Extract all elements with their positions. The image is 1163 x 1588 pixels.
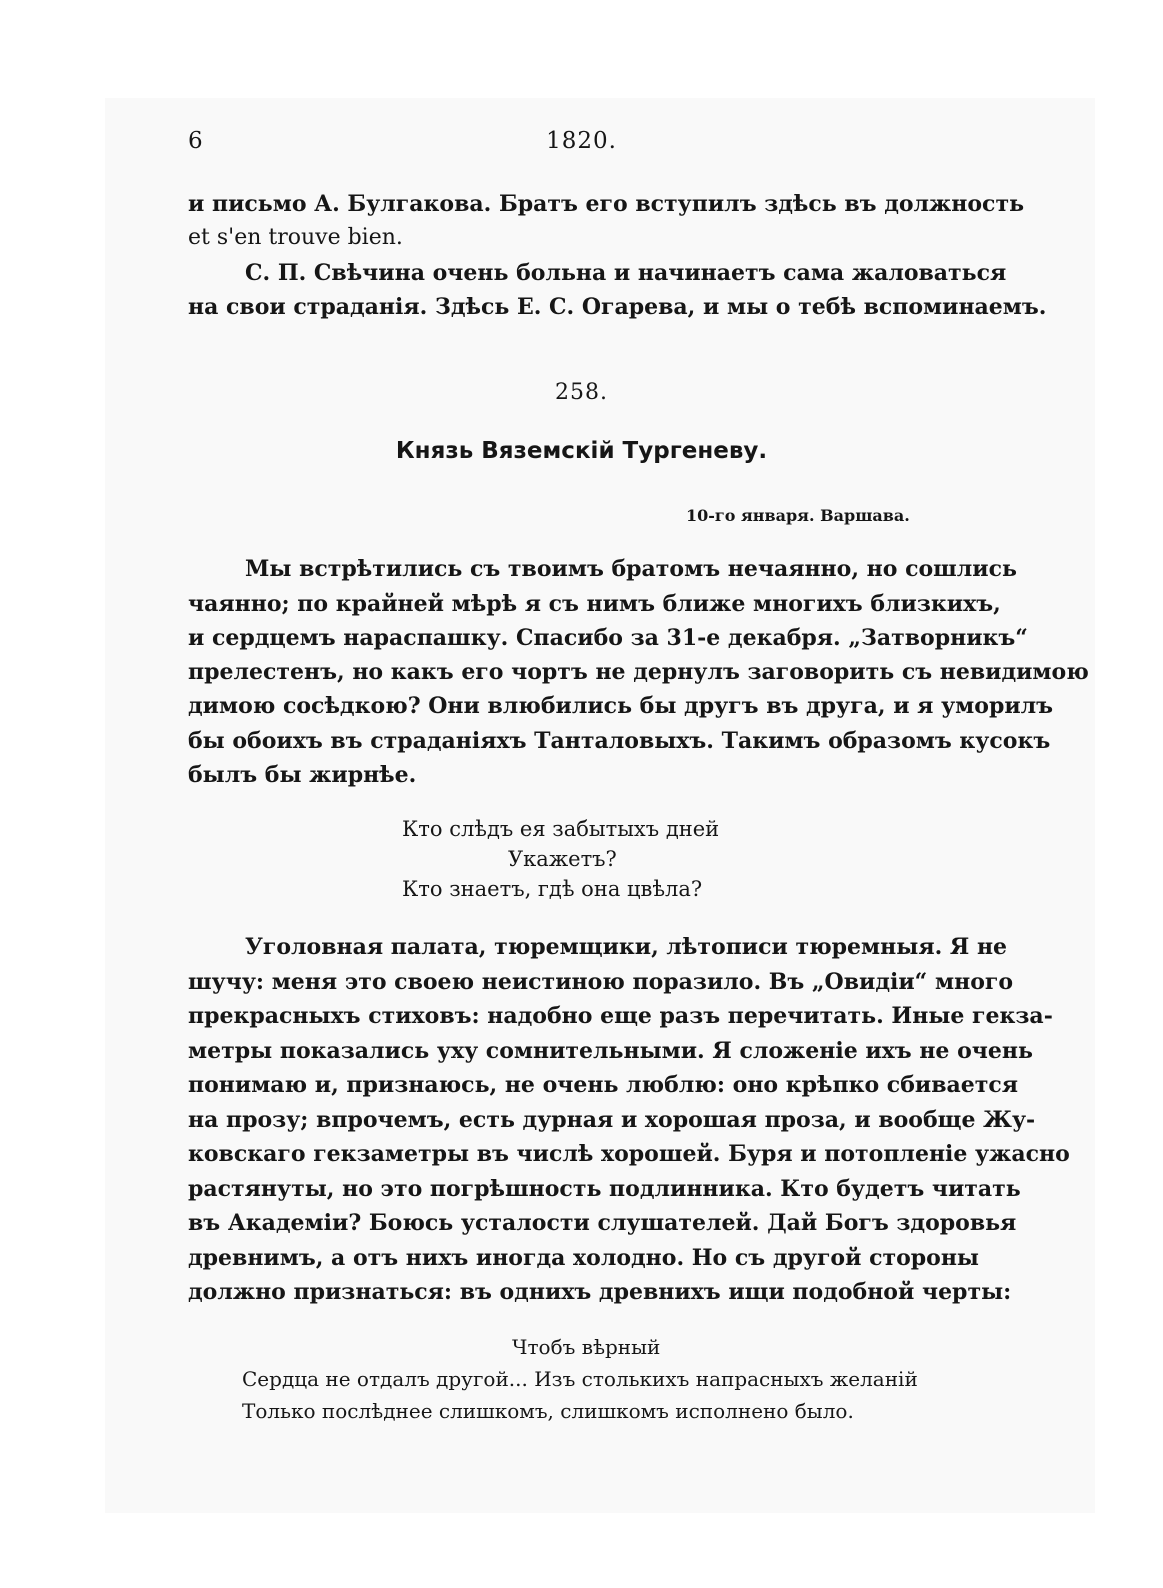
text-line: ковскаго гекзаметры въ числѣ хорошей. Буря и потопленіе ужасно bbox=[188, 1141, 1070, 1167]
text-line: шучу: меня это своею неистиною поразило. Въ „Овидіи“ много bbox=[188, 969, 1014, 995]
text-line: чаянно; по крайней мѣрѣ я съ нимъ ближе многихъ близкихъ, bbox=[188, 591, 1001, 617]
text-line: растянуты, но это погрѣшность подлинника. Кто будетъ читать bbox=[188, 1176, 1021, 1202]
text-line: бы обоихъ въ страданіяхъ Танталовыхъ. Такимъ образомъ кусокъ bbox=[188, 728, 1051, 754]
text-line: прекрасныхъ стиховъ: надобно еще разъ перечитать. Иные гекза- bbox=[188, 1003, 1053, 1029]
text-line: былъ бы жирнѣе. bbox=[188, 762, 417, 788]
poem-line: Кто слѣдъ ея забытыхъ дней bbox=[402, 817, 720, 841]
text-line: древнимъ, а отъ нихъ иногда холодно. Но съ другой стороны bbox=[188, 1245, 979, 1271]
letter-title: Князь Вяземскій Тургеневу. bbox=[395, 438, 768, 464]
text-line: на прозу; впрочемъ, есть дурная и хорошая проза, и вообще Жу- bbox=[188, 1107, 1036, 1133]
text-line: et s'en trouve bien. bbox=[188, 225, 403, 250]
text-line: должно признаться: въ однихъ древнихъ ищи подобной черты: bbox=[188, 1279, 1012, 1305]
text-line: Мы встрѣтились съ твоимъ братомъ нечаянно, но сошлись bbox=[245, 556, 1017, 582]
text-line: и сердцемъ нараспашку. Спасибо за 31-е декабря. „Затворникъ“ bbox=[188, 625, 1028, 651]
quote-line: Только послѣднее слишкомъ, слишкомъ исполнено было. bbox=[242, 1399, 854, 1423]
text-line: димою сосѣдкою? Они влюбились бы другъ въ друга, и я уморилъ bbox=[188, 693, 1054, 719]
text-line: на свои страданія. Здѣсь Е. С. Огарева, и мы о тебѣ вспоминаемъ. bbox=[188, 294, 1047, 320]
running-head-year: 1820. bbox=[546, 128, 617, 154]
text-line: прелестенъ, но какъ его чортъ не дернулъ заговорить съ невидимою bbox=[188, 659, 1089, 685]
poem-line: Кто знаетъ, гдѣ она цвѣла? bbox=[402, 877, 703, 901]
quote-line: Сердца не отдалъ другой... Изъ столькихъ напрасныхъ желаній bbox=[242, 1367, 918, 1391]
quote-line: Чтобъ вѣрный bbox=[512, 1335, 661, 1359]
text-line: и письмо А. Булгакова. Братъ его вступилъ здѣсь въ должность bbox=[188, 191, 1025, 217]
poem-line: Укажетъ? bbox=[508, 847, 617, 871]
text-line: метры показались уху сомнительными. Я сложеніе ихъ не очень bbox=[188, 1038, 1033, 1064]
letter-number: 258. bbox=[555, 380, 608, 405]
text-line: С. П. Свѣчина очень больна и начинаетъ сама жаловаться bbox=[245, 260, 1007, 286]
text-line: въ Академіи? Боюсь усталости слушателей. Дай Богъ здоровья bbox=[188, 1210, 1017, 1236]
text-line: Уголовная палата, тюремщики, лѣтописи тюремныя. Я не bbox=[245, 934, 1008, 960]
text-line: понимаю и, признаюсь, не очень люблю: оно крѣпко сбивается bbox=[188, 1072, 1019, 1098]
letter-date: 10-го января. Варшава. bbox=[686, 506, 910, 525]
page-number: 6 bbox=[188, 128, 203, 154]
